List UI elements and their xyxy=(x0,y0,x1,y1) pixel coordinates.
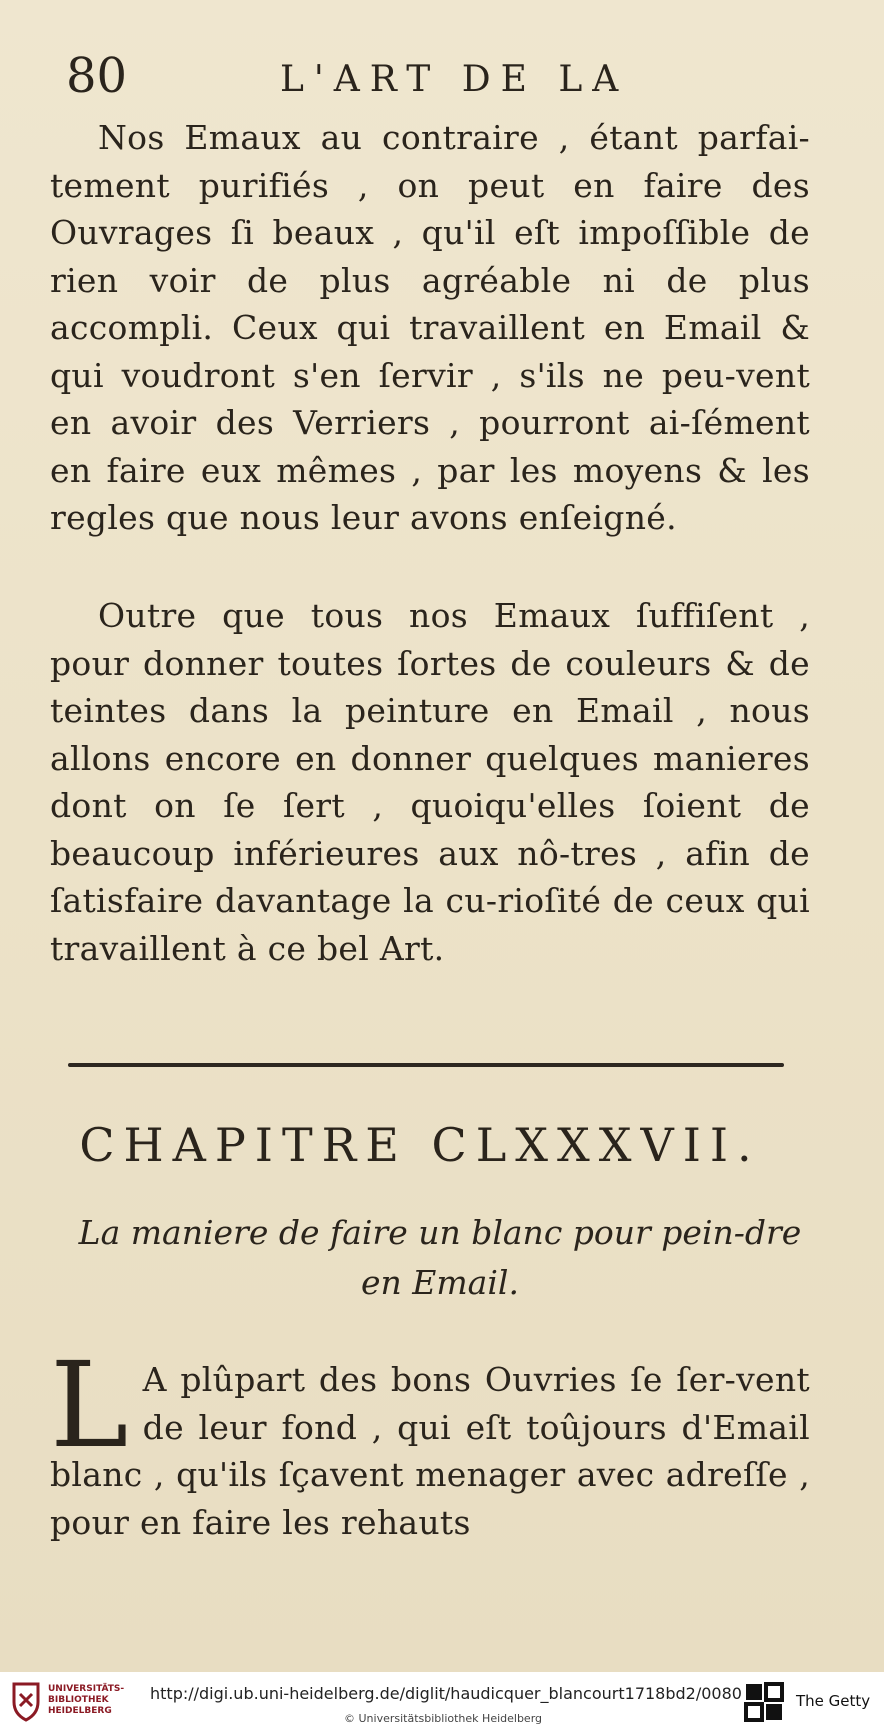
university-seal-icon xyxy=(10,1680,42,1722)
logo-line-3: HEIDELBERG xyxy=(48,1706,112,1716)
copyright-notice: © Universitätsbibliothek Heidelberg xyxy=(344,1712,543,1725)
running-title: L'ART DE LA xyxy=(280,59,629,100)
getty-label: The Getty xyxy=(796,1692,871,1710)
page-number: 80 xyxy=(66,48,128,104)
permalink-url[interactable]: http://digi.ub.uni-heidelberg.de/diglit/haudicquer_blancourt1718bd2/0080 xyxy=(150,1684,742,1703)
chapter-subtitle: La maniere de faire un blanc pour pein-dre en Email. xyxy=(78,1213,802,1302)
viewer-footer xyxy=(0,1672,884,1734)
paragraph-2 xyxy=(50,592,810,972)
chapter-body xyxy=(50,1336,810,1546)
logo-line-2: BIBLIOTHEK xyxy=(48,1695,109,1705)
chapter-body-text: A plûpart des bons Ouvries ſe ſer-vent de leur fond , qui eſt toûjours d'Email blanc , qu'ils ſçavent menager avec adreſſe , pour en faire les rehauts xyxy=(50,1360,810,1542)
chapter-heading: CHAPITRE CLXXXVII. xyxy=(79,1118,761,1172)
getty-logo-icon xyxy=(744,1682,784,1722)
logo-line-1: UNIVERSITÄTS- xyxy=(48,1684,125,1694)
paragraph-2-text: Outre que tous nos Emaux ſuffiſent , pour donner toutes ſortes de couleurs & de teintes dans la peinture en Email , nous allons encore en donner quelques manieres dont on ſe ſert , quoiqu'elles ſoient de beaucoup inférieures aux nô-tres , afin de ſatisfaire davantage la cu-rioſité de ceux qui travaillent à ce bel Art. xyxy=(50,596,810,968)
running-head xyxy=(60,46,824,106)
paragraph-1 xyxy=(50,114,810,542)
university-logo-text xyxy=(48,1684,124,1717)
section-rule xyxy=(68,1063,784,1067)
dropcap-letter: L xyxy=(50,1336,129,1474)
paragraph-1-text: Nos Emaux au contraire , étant parfai-tement purifiés , on peut en faire des Ouvrages ſi beaux , qu'il eſt impoſſible de rien voir de plus agréable ni de plus accompli. Ceux qui travaillent en Email & qui voudront s'en ſervir , s'ils ne peu-vent en avoir des Verriers , pourront ai-ſément en faire eux mêmes , par les moyens & les regles que nous leur avons enſeigné. xyxy=(50,118,810,537)
